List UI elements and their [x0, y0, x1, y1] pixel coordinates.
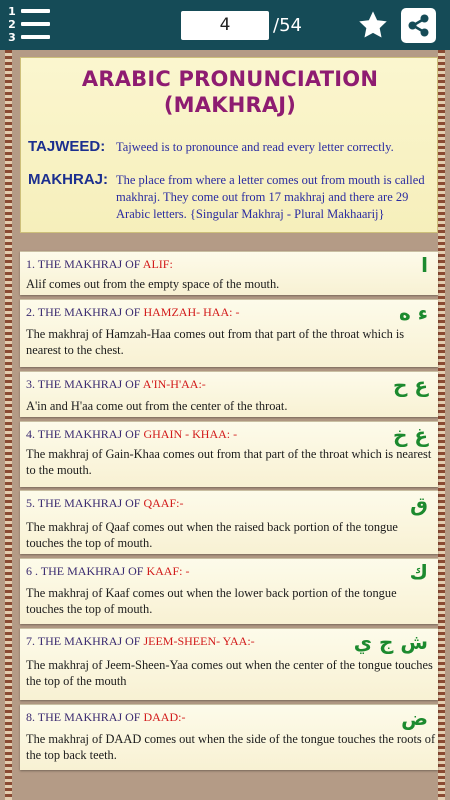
card-description: A'in and H'aa come out from the center of the throat. — [26, 399, 288, 413]
card-letter-name: A'IN-H'AA:- — [142, 377, 206, 391]
arabic-letters: ا — [421, 253, 428, 277]
menu-number-1: 1 — [8, 5, 16, 18]
card-description: The makhraj of Qaaf comes out when the raised back portion of the tongue touches the top of mouth. — [26, 520, 398, 550]
page-total-label: /54 — [273, 15, 302, 36]
card-title-prefix: 3. THE MAKHRAJ OF — [26, 377, 143, 391]
card-description: The makhraj of Kaaf comes out when the lower back portion of the tongue touches the top of mouth. — [26, 586, 397, 616]
tajweed-definition: Tajweed is to pronounce and read every letter correctly. — [116, 140, 394, 154]
favorite-star-icon[interactable] — [357, 9, 389, 41]
card-title — [26, 376, 206, 392]
card-title — [26, 563, 189, 579]
arabic-letters: ش ج ي — [353, 630, 428, 654]
arabic-letters: ق — [410, 492, 428, 516]
makhraj-card — [20, 251, 438, 295]
card-title-prefix: 8. THE MAKHRAJ OF — [26, 710, 144, 724]
decorative-chain-border — [438, 50, 445, 800]
card-title — [26, 709, 185, 725]
card-letter-name: QAAF:- — [143, 496, 184, 510]
arabic-letters: غ خ — [392, 423, 428, 447]
share-button[interactable] — [401, 8, 436, 43]
numbered-list-menu-button[interactable] — [6, 6, 52, 46]
makhraj-label: MAKHRAJ: — [28, 171, 108, 188]
card-title-prefix: 6 . THE MAKHRAJ OF — [26, 564, 147, 578]
makhraj-definition: The place from where a letter comes out from mouth is called makhraj. They come out from 17 makhraj and there are 29 Arabic letters. {Singular Makhraj - Plural Makhaarij} — [116, 173, 425, 221]
card-description: The makhraj of DAAD comes out when the side of the tongue touches the roots of the top back teeth. — [26, 732, 436, 762]
arabic-letters: ك — [409, 560, 428, 584]
menu-number-3: 3 — [8, 31, 16, 44]
card-letter-name: DAAD:- — [143, 710, 186, 724]
card-description: Alif comes out from the empty space of the mouth. — [26, 277, 280, 291]
top-app-bar — [0, 0, 450, 50]
card-title — [26, 256, 173, 272]
card-description: The makhraj of Jeem-Sheen-Yaa comes out when the center of the tongue touches the top of the mouth — [26, 658, 433, 688]
menu-line-icon — [21, 35, 50, 39]
card-title-prefix: 7. THE MAKHRAJ OF — [26, 634, 144, 648]
card-title — [26, 304, 239, 320]
page-title — [21, 66, 439, 118]
card-letter-name: KAAF: - — [146, 564, 190, 578]
card-letter-name: ALIF: — [142, 257, 173, 271]
makhraj-card — [20, 299, 438, 367]
share-icon — [401, 8, 436, 43]
menu-number-2: 2 — [8, 18, 16, 31]
arabic-letters: ع ح — [392, 373, 428, 397]
tajweed-label: TAJWEED: — [28, 138, 106, 155]
makhraj-card — [20, 628, 438, 700]
card-title-prefix: 4. THE MAKHRAJ OF — [26, 427, 144, 441]
menu-line-icon — [21, 9, 50, 13]
card-title-prefix: 5. THE MAKHRAJ OF — [26, 496, 144, 510]
card-title-prefix: 1. THE MAKHRAJ OF — [26, 257, 143, 271]
title-line-1: ARABIC PRONUNCIATION — [81, 67, 379, 91]
decorative-chain-border — [5, 50, 12, 800]
menu-line-icon — [21, 22, 50, 26]
arabic-letters: ض — [401, 706, 428, 730]
card-description: The makhraj of Hamzah-Haa comes out from that part of the throat which is nearest to the chest. — [26, 327, 405, 357]
arabic-letters: ء ه — [399, 301, 428, 325]
card-title-prefix: 2. THE MAKHRAJ OF — [26, 305, 144, 319]
card-title — [26, 633, 255, 649]
card-title — [26, 426, 237, 442]
card-letter-name: GHAIN - KHAA: - — [143, 427, 238, 441]
intro-panel — [20, 57, 438, 233]
card-description: The makhraj of Gain-Khaa comes out from that part of the throat which is nearest to the mouth. — [26, 447, 432, 477]
makhraj-card — [20, 371, 438, 417]
card-letter-name: JEEM-SHEEN- YAA:- — [143, 634, 255, 648]
page-number-input[interactable]: 4 — [181, 11, 269, 40]
makhraj-card — [20, 558, 438, 624]
card-letter-name: HAMZAH- HAA: - — [143, 305, 240, 319]
makhraj-card — [20, 421, 438, 487]
makhraj-card — [20, 704, 438, 770]
makhraj-card — [20, 490, 438, 554]
title-line-2: (MAKHRAJ) — [163, 93, 297, 117]
card-title — [26, 495, 183, 511]
